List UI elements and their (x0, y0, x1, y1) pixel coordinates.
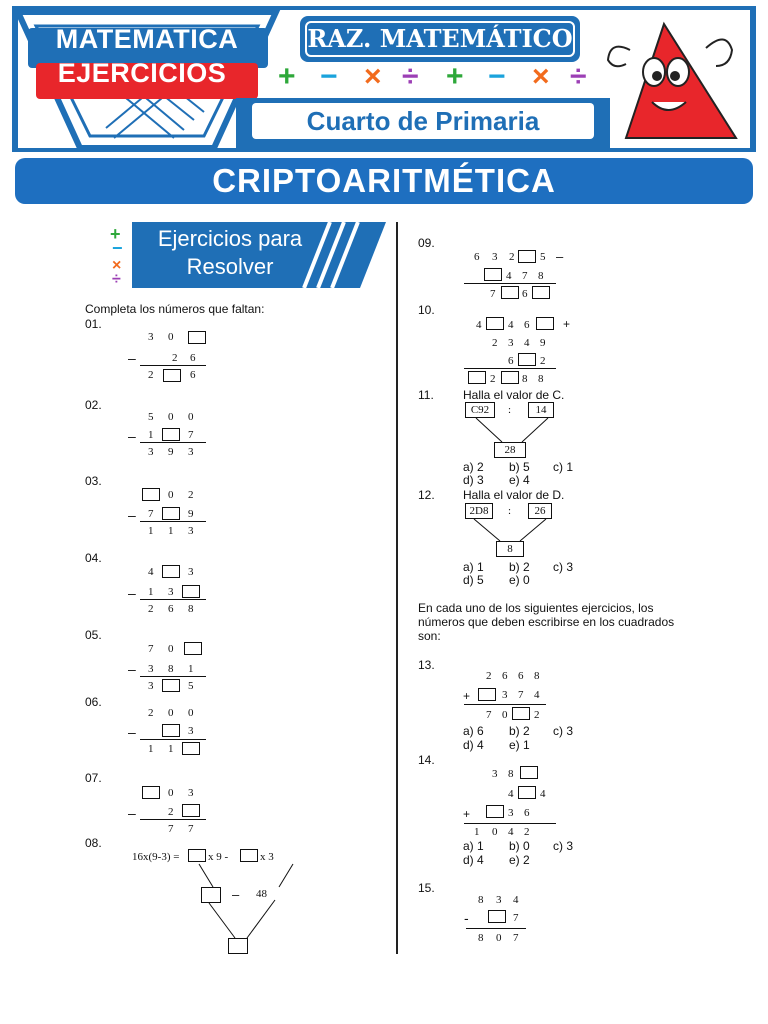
problem-number: 03. (85, 474, 102, 488)
digit: 3 (492, 768, 498, 780)
operator-row (276, 60, 606, 96)
digit: 3 (502, 689, 508, 701)
instruction-text: Completa los números que faltan: (85, 302, 265, 316)
sum-line (140, 676, 206, 677)
digit: 4 (534, 689, 540, 701)
operator: + (463, 807, 471, 821)
digit: 7 (188, 429, 194, 441)
sum-line (464, 823, 556, 824)
digit: 7 (522, 270, 528, 282)
sum-line (464, 368, 556, 369)
answer-box[interactable] (162, 679, 180, 692)
digit: 8 (168, 663, 174, 675)
digit: 7 (513, 932, 519, 944)
digit: 6 (508, 355, 514, 367)
option[interactable]: d) 4 (463, 738, 484, 752)
digit: 7 (168, 823, 174, 835)
answer-box[interactable] (182, 742, 200, 755)
problem-number: 04. (85, 551, 102, 565)
answer-box[interactable] (486, 317, 504, 330)
digit: 5 (540, 251, 546, 263)
grade-label: Cuarto de Primaria (252, 103, 594, 139)
digit: 4 (506, 270, 512, 282)
digit: 3 (148, 446, 154, 458)
digit: 5 (188, 680, 194, 692)
answer-box[interactable] (520, 766, 538, 779)
digit: 4 (508, 826, 514, 838)
digit: 0 (492, 826, 498, 838)
digit: 3 (148, 663, 154, 675)
sum-line (466, 928, 526, 929)
digit: 4 (508, 319, 514, 331)
mascot-triangle-icon (590, 10, 750, 148)
answer-box[interactable] (536, 317, 554, 330)
answer-box[interactable] (501, 371, 519, 384)
digit: 4 (540, 788, 546, 800)
digit: 3 (508, 337, 514, 349)
digit: 1 (474, 826, 480, 838)
digit: 48 (256, 888, 267, 900)
digit: 2 (490, 373, 496, 385)
times-icon: × (364, 60, 382, 93)
sum-line (140, 819, 206, 820)
option[interactable]: a) 2 (463, 460, 484, 474)
digit: 9 (540, 337, 546, 349)
digit: 6 (168, 603, 174, 615)
operator: – (128, 585, 136, 601)
operator: – (128, 350, 136, 366)
option[interactable]: d) 5 (463, 573, 484, 587)
sum-line (140, 521, 206, 522)
problem-number: 13. (418, 658, 435, 672)
problem-number: 09. (418, 236, 435, 250)
answer-box[interactable] (518, 250, 536, 263)
subject-pill (300, 16, 580, 62)
digit: 8 (522, 373, 528, 385)
sum-line (464, 704, 546, 705)
digit: 4 (513, 894, 519, 906)
option[interactable]: b) 0 (509, 839, 530, 853)
option[interactable]: a) 6 (463, 724, 484, 738)
digit: 6 (502, 670, 508, 682)
operator: – (556, 249, 564, 264)
option[interactable]: b) 5 (509, 460, 530, 474)
digit: 1 (148, 586, 154, 598)
minus-icon: − (488, 60, 506, 93)
digit: 8 (538, 270, 544, 282)
digit: 4 (476, 319, 482, 331)
times-icon: × (532, 60, 550, 93)
operator: – (128, 507, 136, 523)
option[interactable]: c) 3 (553, 839, 574, 853)
digit: 3 (188, 725, 194, 737)
digit: 0 (168, 489, 174, 501)
digit: 6 (190, 369, 196, 381)
digit: 2 (486, 670, 492, 682)
answer-box[interactable] (478, 688, 496, 701)
plus-icon: + (446, 60, 464, 93)
digit: 1 (148, 743, 154, 755)
digit: 3 (148, 680, 154, 692)
answer-box[interactable] (228, 938, 248, 954)
digit: 3 (188, 787, 194, 799)
answer-box[interactable] (484, 268, 502, 281)
digit: 1 (168, 743, 174, 755)
question-text: Halla el valor de C. (463, 388, 565, 402)
problem-number: 06. (85, 695, 102, 709)
digit: 6 (474, 251, 480, 263)
answer-box[interactable] (162, 507, 180, 520)
digit: 3 (508, 807, 514, 819)
digit: 2 (168, 806, 174, 818)
digit: 5 (148, 411, 154, 423)
tree-lines (466, 519, 558, 543)
answer-box[interactable] (162, 565, 180, 578)
operator: – (128, 805, 136, 821)
digit: 2 (509, 251, 515, 263)
option[interactable]: b) 2 (509, 724, 530, 738)
option[interactable]: b) 2 (509, 560, 530, 574)
option[interactable]: a) 1 (463, 560, 484, 574)
option[interactable]: d) 4 (463, 853, 484, 867)
digit: 0 (168, 643, 174, 655)
operator: – (232, 887, 240, 902)
digit: 3 (188, 525, 194, 537)
option[interactable]: e) 0 (509, 573, 530, 587)
intro-text: números que deben escribirse en los cuadrados (418, 615, 675, 629)
sum-line (140, 365, 206, 366)
digit: 9 (188, 508, 194, 520)
answer-box[interactable] (162, 428, 180, 441)
value-box: 8 (496, 541, 524, 557)
operator: + (563, 317, 571, 331)
digit: 6 (190, 352, 196, 364)
sum-line (140, 739, 206, 740)
answer-box[interactable] (182, 585, 200, 598)
answer-box[interactable] (488, 910, 506, 923)
digit: 3 (168, 586, 174, 598)
digit: 6 (524, 319, 530, 331)
digit: 2 (148, 707, 154, 719)
digit: 7 (148, 508, 154, 520)
question-text: Halla el valor de D. (463, 488, 565, 502)
value-box: 2D8 (465, 503, 493, 519)
answer-box[interactable] (486, 805, 504, 818)
operator: – (128, 724, 136, 740)
digit: 2 (492, 337, 498, 349)
option[interactable]: a) 1 (463, 839, 484, 853)
digit: 7 (513, 912, 519, 924)
svg-text:×: × (112, 257, 122, 274)
digit: 2 (172, 352, 178, 364)
value-box: 14 (528, 402, 554, 418)
problem-number: 05. (85, 628, 102, 642)
option[interactable]: c) 3 (553, 724, 574, 738)
problem-number: 07. (85, 771, 102, 785)
section-badge-line1: Ejercicios para (157, 226, 303, 251)
answer-box[interactable] (501, 286, 519, 299)
digit: 8 (478, 894, 484, 906)
digit: 2 (148, 603, 154, 615)
subject-label: RAZ. MATEMÁTICO (305, 21, 575, 57)
answer-box[interactable] (468, 371, 486, 384)
sum-line (464, 283, 556, 284)
digit: 2 (534, 709, 540, 721)
digit: 0 (168, 787, 174, 799)
digit: 0 (502, 709, 508, 721)
option[interactable]: c) 1 (553, 460, 574, 474)
answer-box[interactable] (201, 887, 221, 903)
answer-box[interactable] (518, 786, 536, 799)
separator: : (508, 505, 512, 517)
grade-band (236, 98, 610, 148)
digit: 2 (524, 826, 530, 838)
digit: 0 (188, 707, 194, 719)
digit: 7 (188, 823, 194, 835)
digit: 7 (148, 643, 154, 655)
svg-text:÷: ÷ (112, 271, 121, 288)
operator: – (128, 661, 136, 677)
answer-box[interactable] (182, 804, 200, 817)
digit: 1 (188, 663, 194, 675)
problem-number: 02. (85, 398, 102, 412)
expression: x 9 - (208, 851, 229, 863)
operator: - (464, 910, 469, 926)
logo-line1: MATEMATICA (55, 24, 239, 54)
digit: 0 (168, 707, 174, 719)
option[interactable]: e) 4 (509, 473, 530, 487)
digit: 2 (188, 489, 194, 501)
digit: 8 (534, 670, 540, 682)
answer-box[interactable] (142, 488, 160, 501)
sum-line (140, 599, 206, 600)
digit: 8 (478, 932, 484, 944)
digit: 6 (522, 288, 528, 300)
answer-box[interactable] (512, 707, 530, 720)
tree-lines (468, 418, 560, 444)
digit: 3 (492, 251, 498, 263)
digit: 7 (486, 709, 492, 721)
answer-box[interactable] (188, 331, 206, 344)
option[interactable]: c) 3 (553, 560, 574, 574)
page-title: CRIPTOARITMÉTICA (15, 158, 753, 204)
operator: – (128, 428, 136, 444)
answer-box[interactable] (163, 369, 181, 382)
expression: x 3 (260, 851, 274, 863)
value-box: 26 (528, 503, 552, 519)
digit: 8 (508, 768, 514, 780)
separator: : (508, 404, 512, 416)
digit: 1 (148, 429, 154, 441)
svg-text:+: + (110, 224, 121, 244)
digit: 7 (518, 689, 524, 701)
logo-line2: EJERCICIOS (57, 58, 227, 88)
divide-icon: ÷ (402, 60, 419, 93)
section-badge-line2: Resolver (186, 254, 274, 279)
problem-number: 01. (85, 317, 102, 331)
answer-box[interactable] (518, 353, 536, 366)
digit: 4 (524, 337, 530, 349)
option[interactable]: d) 3 (463, 473, 484, 487)
problem-number: 08. (85, 836, 102, 850)
digit: 0 (188, 411, 194, 423)
problem-number: 14. (418, 753, 435, 767)
answer-box[interactable] (184, 642, 202, 655)
plus-icon: + (278, 60, 296, 93)
problem-number: 11. (418, 388, 434, 402)
svg-text:−: − (112, 238, 123, 258)
intro-text: En cada uno de los siguientes ejercicios, los (418, 601, 654, 615)
problem-number: 10. (418, 303, 435, 317)
digit: 4 (508, 788, 514, 800)
column-divider (396, 222, 398, 954)
sum-line (140, 442, 206, 443)
digit: 3 (188, 566, 194, 578)
option[interactable]: e) 2 (509, 853, 530, 867)
digit: 2 (148, 369, 154, 381)
expression: 16x(9-3) = (132, 851, 180, 863)
digit: 8 (188, 603, 194, 615)
digit: 0 (168, 331, 174, 343)
digit: 3 (148, 331, 154, 343)
value-box: 28 (494, 442, 526, 458)
digit: 1 (168, 525, 174, 537)
problem-number: 15. (418, 881, 435, 895)
digit: 0 (496, 932, 502, 944)
value-box: C92 (465, 402, 495, 418)
digit: 0 (168, 411, 174, 423)
minus-icon: − (320, 60, 338, 93)
digit: 9 (168, 446, 174, 458)
tree-lines (195, 860, 305, 960)
digit: 3 (188, 446, 194, 458)
digit: 8 (538, 373, 544, 385)
problem-number: 12. (418, 488, 435, 502)
digit: 6 (518, 670, 524, 682)
answer-box[interactable] (532, 286, 550, 299)
digit: 4 (148, 566, 154, 578)
answer-box[interactable] (162, 724, 180, 737)
operator: + (463, 689, 471, 703)
option[interactable]: e) 1 (509, 738, 530, 752)
answer-box[interactable] (142, 786, 160, 799)
divide-icon: ÷ (570, 60, 587, 93)
digit: 3 (496, 894, 502, 906)
digit: 6 (524, 807, 530, 819)
digit: 2 (540, 355, 546, 367)
digit: 1 (148, 525, 154, 537)
intro-text: son: (418, 629, 441, 643)
digit: 7 (490, 288, 496, 300)
